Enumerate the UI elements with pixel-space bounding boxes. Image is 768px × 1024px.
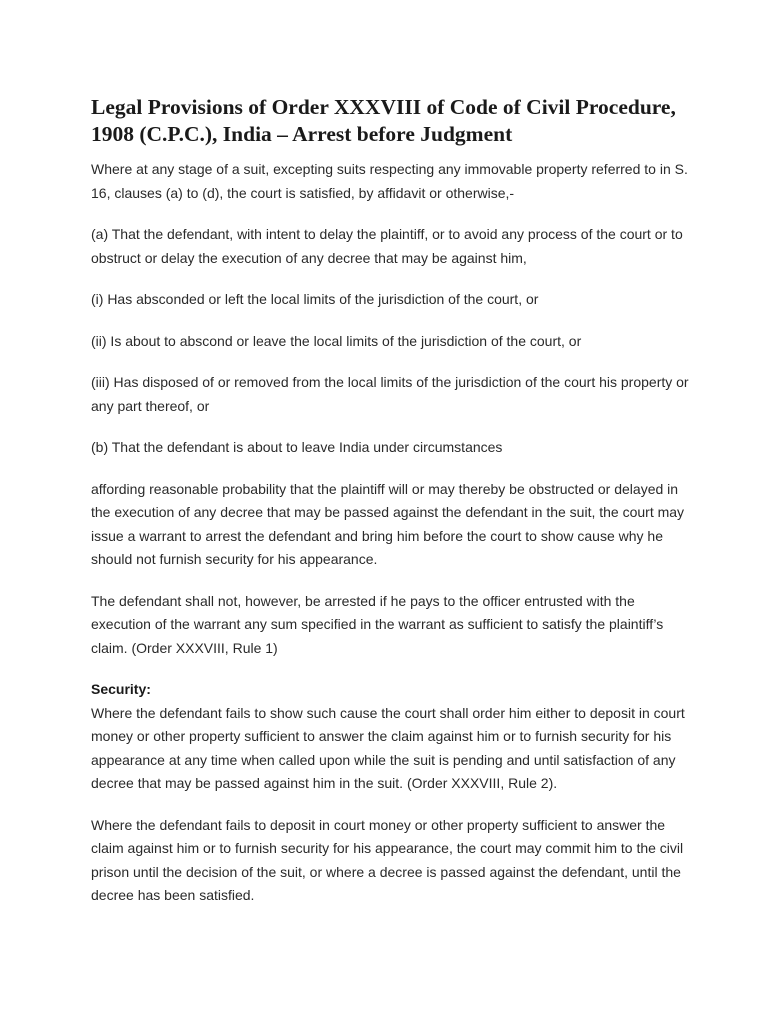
paragraph-civil-prison: Where the defendant fails to deposit in court money or other property sufficient to answer the claim against him or to furnish security for his appearance, the court may commit him to the civil prison until the decision of the suit, or where a decree is passed against the defendant, until the decree has been satisfied.: [91, 816, 684, 903]
paragraph-clause-b: (b) That the defendant is about to leave India under circumstances: [91, 439, 503, 455]
paragraph-security: Where the defendant fails to show such cause the court shall order him either to deposit in court money or other property sufficient to answer the claim against him or to furnish security for his appearance at any time when called upon while the suit is pending and until satisfaction of any decree that may be passed against him in the suit. (Order XXXVIII, Rule 2).: [91, 704, 685, 791]
paragraph-rule-1: The defendant shall not, however, be arrested if he pays to the officer entrusted with the execution of the warrant any sum specified in the warrant as sufficient to satisfy the plaintiff’s claim. (Order XXXVIII, Rule 1): [91, 592, 664, 656]
paragraph-affording: affording reasonable probability that the plaintiff will or may thereby be obstructed or delayed in the execution of any decree that may be passed against the defendant in the suit, the court may issue a warrant to arrest the defendant and bring him before the court to show cause why he should not furnish security for his appearance.: [91, 480, 685, 567]
paragraph-clause-ii: (ii) Is about to abscond or leave the local limits of the jurisdiction of the court, or: [91, 332, 582, 349]
document-title: Legal Provisions of Order XXXVIII of Code of Civil Procedure, 1908 (C.P.C.), India – Arrest before Judgment: [91, 95, 676, 146]
paragraph-intro: Where at any stage of a suit, excepting suits respecting any immovable property referred to in S. 16, clauses (a) to (d), the court is satisfied, by affidavit or otherwise,-: [91, 161, 688, 201]
security-section: [91, 678, 691, 796]
paragraph-clause-iii: (iii) Has disposed of or removed from the local limits of the jurisdiction of the court his property or any part thereof, or: [91, 374, 689, 414]
security-heading: Security:: [91, 681, 151, 697]
paragraph-clause-a: (a) That the defendant, with intent to delay the plaintiff, or to avoid any process of the court or to obstruct or delay the execution of any decree that may be against him,: [91, 226, 683, 266]
paragraph-clause-i: (i) Has absconded or left the local limits of the jurisdiction of the court, or: [91, 291, 539, 307]
document-body: [91, 94, 691, 926]
